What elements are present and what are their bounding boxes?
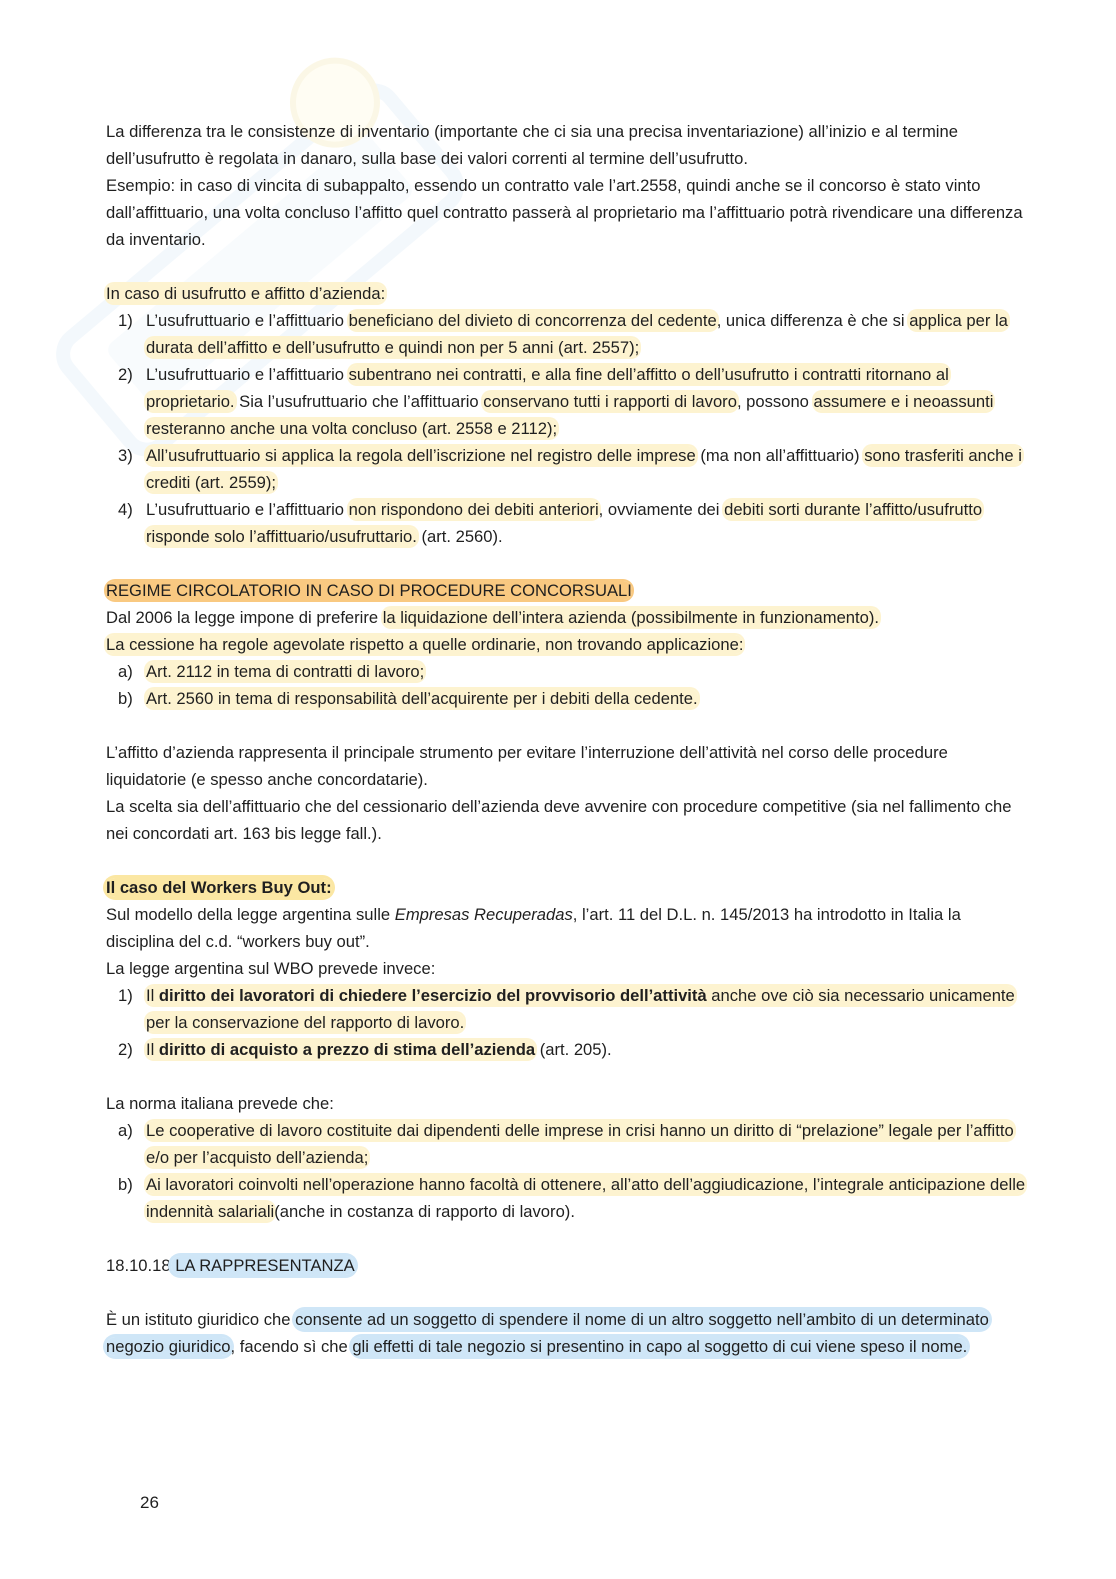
wbo-list: [106, 982, 1026, 1063]
regime-heading: REGIME CIRCOLATORIO IN CASO DI PROCEDURE CONCORSUALI: [106, 581, 632, 600]
rappresentanza-definition: È un istituto giuridico che consente ad un soggetto di spendere il nome di un altro soggetto nell’ambito di un determinato negozio giuridico, facendo sì che gli effetti di tale negozio si presentino in capo al soggetto di cui viene speso il nome.: [106, 1310, 989, 1356]
list-item: 4) L’usufruttuario e l’affittuario non rispondono dei debiti anteriori, ovviamente dei debiti sorti durante l’affitto/usufrutto risponde solo l’affittuario/usufruttario. (art. 2560).: [118, 500, 983, 546]
list-item: b) Ai lavoratori coinvolti nell’operazione hanno facoltà di ottenere, all’atto dell’aggiudicazione, l’integrale anticipazione delle indennità salariali(anche in costanza di rapporto di lavoro).: [118, 1175, 1026, 1221]
wbo-heading: Il caso del Workers Buy Out:: [106, 878, 332, 897]
list-item: 1) L’usufruttuario e l’affittuario beneficiano del divieto di concorrenza del cedente, unica differenza è che si applica per la durata dell’affitto e dell’usufrutto e quindi non per 5 anni (art. 2557);: [118, 311, 1008, 357]
list-item: a) Le cooperative di lavoro costituite dai dipendenti delle imprese in crisi hanno un diritto di “prelazione” legale per l’affitto e/o per l’acquisto dell’azienda;: [118, 1121, 1014, 1167]
list-item: 2) Il diritto di acquisto a prezzo di stima dell’azienda (art. 205).: [118, 1040, 612, 1059]
norma-list: [106, 1117, 1026, 1225]
document-body: [106, 118, 1026, 1360]
list-item: 3) All’usufruttuario si applica la regola dell’iscrizione nel registro delle imprese (ma non all’affittuario) sono trasferiti anche i crediti (art. 2559);: [118, 446, 1022, 492]
regime-line-2: La cessione ha regole agevolate rispetto a quelle ordinarie, non trovando applicazione:: [106, 635, 744, 654]
paragraph-inventory: La differenza tra le consistenze di inventario (importante che ci sia una precisa inventariazione) all’inizio e al termine dell’usufrutto è regolata in danaro, sulla base dei valori correnti al termine dell’usufrutto.: [106, 122, 958, 168]
regime-list: [106, 658, 1026, 712]
wbo-line-2: La legge argentina sul WBO prevede invece:: [106, 959, 436, 978]
paragraph-scelta: La scelta sia dell’affittuario che del cessionario dell’azienda deve avvenire con procedure competitive (sia nel fallimento che nei concordati art. 163 bis legge fall.).: [106, 797, 1012, 843]
list-item: 1) Il diritto dei lavoratori di chiedere l’esercizio del provvisorio dell’attività anche ove ciò sia necessario unicamente per la conservazione del rapporto di lavoro.: [118, 986, 1015, 1032]
list-item: a) Art. 2112 in tema di contratti di lavoro;: [118, 662, 425, 681]
wbo-line-3: La norma italiana prevede che:: [106, 1094, 334, 1113]
paragraph-example: Esempio: in caso di vincita di subappalto, essendo un contratto vale l’art.2558, quindi anche se il concorso è stato vinto dall’affittuario, una volta concluso l’affitto quel contratto passerà al proprietario ma l’affittuario potrà rivendicare una differenza da inventario.: [106, 176, 1023, 249]
page-number: 26: [140, 1493, 159, 1512]
list-item: b) Art. 2560 in tema di responsabilità dell’acquirente per i debiti della cedente.: [118, 689, 698, 708]
usufrutto-list: [106, 307, 1026, 550]
wbo-line-1: Sul modello della legge argentina sulle Empresas Recuperadas, l’art. 11 del D.L. n. 145/2013 ha introdotto in Italia la disciplina del c.d. “workers buy out”.: [106, 905, 961, 951]
regime-line-1: Dal 2006 la legge impone di preferire la liquidazione dell’intera azienda (possibilmente in funzionamento).: [106, 608, 879, 627]
paragraph-affitto: L’affitto d’azienda rappresenta il principale strumento per evitare l’interruzione dell’attività nel corso delle procedure liquidatorie (e spesso anche concordatarie).: [106, 743, 948, 789]
usufrutto-intro: In caso di usufrutto e affitto d’azienda:: [106, 284, 386, 303]
list-item: 2) L’usufruttuario e l’affittuario subentrano nei contratti, e alla fine dell’affitto o dell’usufrutto i contratti ritornano al proprietario. Sia l’usufruttuario che l’affittuario conservano tutti i rapporti di lavoro, possono assumere e i neoassunti resteranno anche una volta concluso (art. 2558 e 2112);: [118, 365, 994, 438]
rappresentanza-heading: 18.10.18 LA RAPPRESENTANZA: [106, 1256, 355, 1275]
